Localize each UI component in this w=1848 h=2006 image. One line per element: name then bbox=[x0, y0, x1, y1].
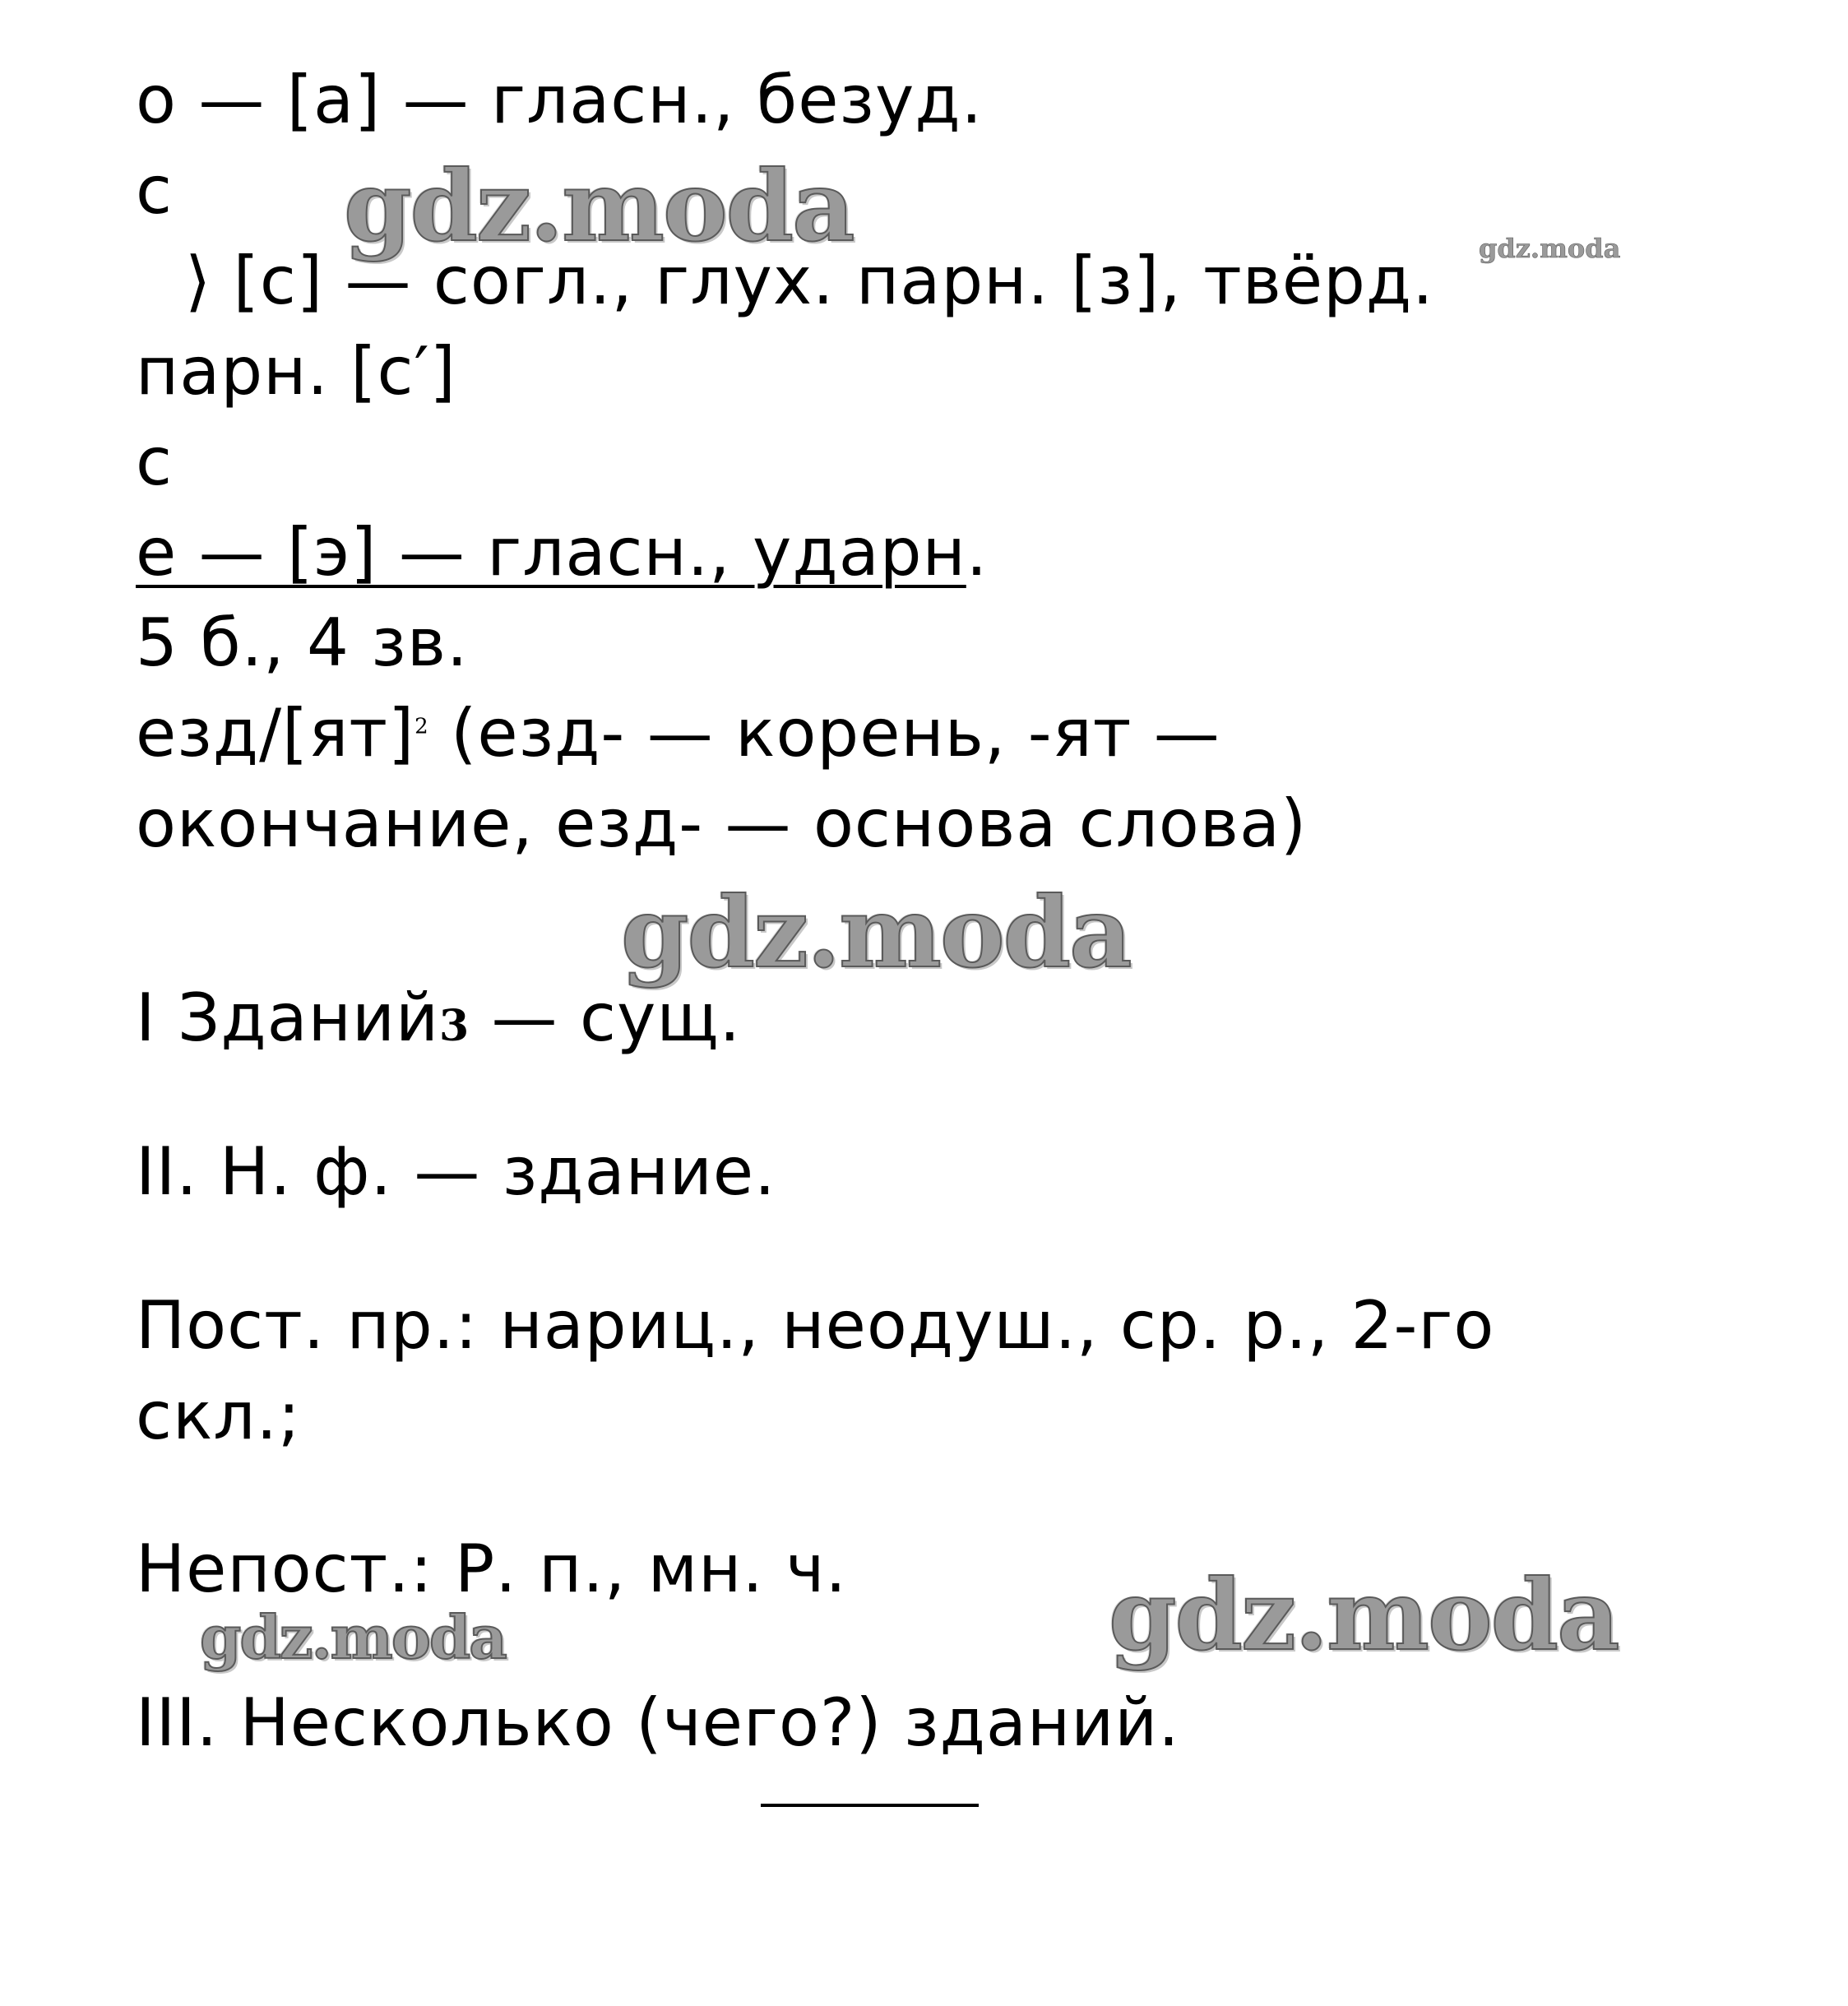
text-line-10-main: I Зданий bbox=[136, 980, 439, 1056]
question-underline bbox=[761, 1804, 979, 1807]
text-line-1: о — [а] — гласн., безуд. bbox=[136, 62, 984, 138]
text-line-3-content: [с] — согл., глух. парн. [з], твёрд. bbox=[233, 243, 1434, 319]
text-line-10-rest: — сущ. bbox=[470, 980, 742, 1056]
watermark-logo: gdz.moda bbox=[344, 149, 854, 263]
text-line-4: парн. [с′] bbox=[136, 333, 456, 410]
watermark-logo-small: gdz.moda bbox=[1479, 233, 1621, 264]
text-line-8-main: езд/[ят] bbox=[136, 695, 415, 771]
text-line-7: 5 б., 4 зв. bbox=[136, 605, 469, 681]
text-line-3 bbox=[185, 243, 1434, 319]
text-line-5: с bbox=[136, 424, 173, 500]
text-line-14: Непост.: Р. п., мн. ч. bbox=[136, 1531, 847, 1607]
underlined-text: е — [э] — гласн., ударн bbox=[136, 514, 966, 591]
superscript: 2 bbox=[415, 714, 429, 739]
case-marker: 3 bbox=[438, 1001, 470, 1051]
text-line-6 bbox=[136, 514, 989, 591]
text-line-15-c: зданий. bbox=[882, 1684, 1180, 1761]
text-line-9: окончание, езд- — основа слова) bbox=[136, 785, 1308, 862]
text-line-10 bbox=[136, 980, 742, 1056]
text-line-11: II. Н. ф. — здание. bbox=[136, 1133, 776, 1210]
watermark-logo: gdz.moda bbox=[621, 875, 1131, 989]
text-line-8 bbox=[136, 695, 1220, 771]
question-word: (чего?) bbox=[636, 1684, 882, 1761]
bracket-symbol: ⟩ bbox=[185, 243, 212, 319]
text-line-6-tail: . bbox=[966, 514, 989, 591]
watermark-logo: gdz.moda bbox=[200, 1602, 506, 1672]
watermark-logo: gdz.moda bbox=[1109, 1558, 1619, 1672]
text-line-13: скл.; bbox=[136, 1378, 301, 1454]
text-line-15-a: III. Несколько bbox=[136, 1684, 637, 1761]
text-line-2: с bbox=[136, 152, 173, 229]
text-line-12: Пост. пр.: нариц., неодуш., ср. р., 2-го bbox=[136, 1287, 1495, 1364]
text-line-15 bbox=[136, 1684, 1180, 1761]
text-line-8-rest: (езд- — корень, -ят — bbox=[428, 695, 1220, 771]
